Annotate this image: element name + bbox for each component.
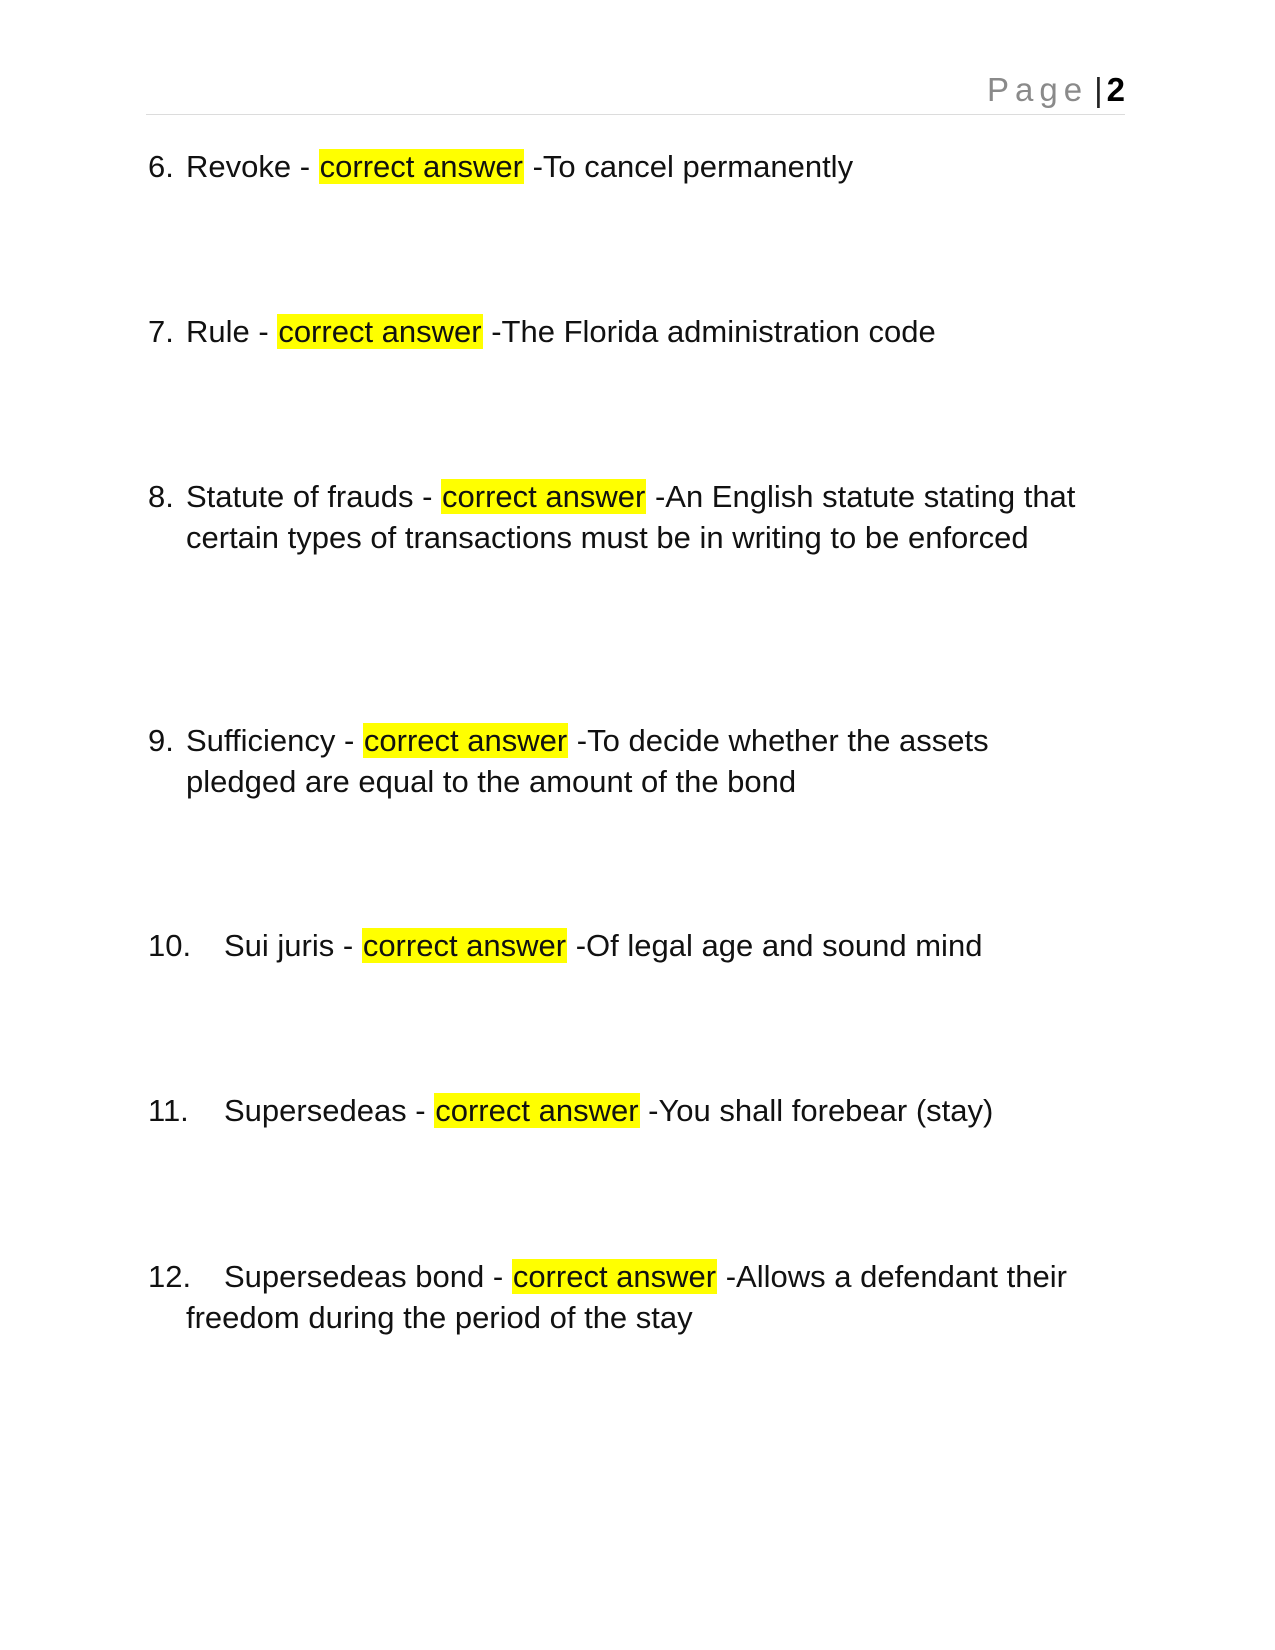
header-divider — [146, 114, 1125, 115]
item-number: 6. — [148, 149, 174, 184]
item-number: 9. — [148, 723, 174, 758]
item-definition: -To cancel permanently — [523, 149, 854, 184]
item-definition: -Of legal age and sound mind — [567, 928, 983, 963]
page-number: 2 — [1106, 71, 1125, 108]
item-number: 10. — [148, 928, 192, 963]
item-term: Sufficiency - — [186, 723, 363, 758]
highlight-correct-answer: correct answer — [435, 1093, 639, 1128]
list-item — [148, 720, 1088, 802]
highlight-correct-answer: correct answer — [512, 1259, 717, 1294]
item-number: 7. — [148, 314, 174, 349]
highlight-correct-answer: correct answer — [363, 723, 568, 758]
page-label: Page — [986, 71, 1089, 108]
item-term: Sui juris - — [224, 928, 362, 963]
list-item — [148, 1256, 1088, 1338]
page-separator: | — [1094, 71, 1103, 108]
item-term: Supersedeas - — [224, 1093, 435, 1128]
list-item — [148, 476, 1088, 558]
item-definition: -An English statute stating that certain types of transactions must be in writing to be enforced — [186, 479, 1076, 555]
item-number: 8. — [148, 479, 174, 514]
page-header — [987, 70, 1125, 110]
list-item — [148, 311, 1088, 352]
highlight-correct-answer: correct answer — [319, 149, 523, 184]
highlight-correct-answer: correct answer — [362, 928, 567, 963]
list-item — [148, 925, 1088, 966]
highlight-correct-answer: correct answer — [442, 479, 646, 514]
item-definition: -The Florida administration code — [482, 314, 936, 349]
item-definition: -You shall forebear (stay) — [639, 1093, 994, 1128]
list-item — [148, 146, 1088, 187]
item-term: Statute of frauds - — [186, 479, 442, 514]
item-definition: -To decide whether the assets pledged are equal to the amount of the bond — [186, 723, 989, 799]
list-item — [148, 1090, 1088, 1131]
item-term: Revoke - — [186, 149, 319, 184]
item-term: Rule - — [186, 314, 278, 349]
item-number: 12. — [148, 1259, 192, 1294]
item-definition: -Allows a defendant their freedom during the period of the stay — [186, 1259, 1067, 1335]
item-term: Supersedeas bond - — [224, 1259, 512, 1294]
highlight-correct-answer: correct answer — [278, 314, 482, 349]
item-number: 11. — [148, 1093, 189, 1128]
